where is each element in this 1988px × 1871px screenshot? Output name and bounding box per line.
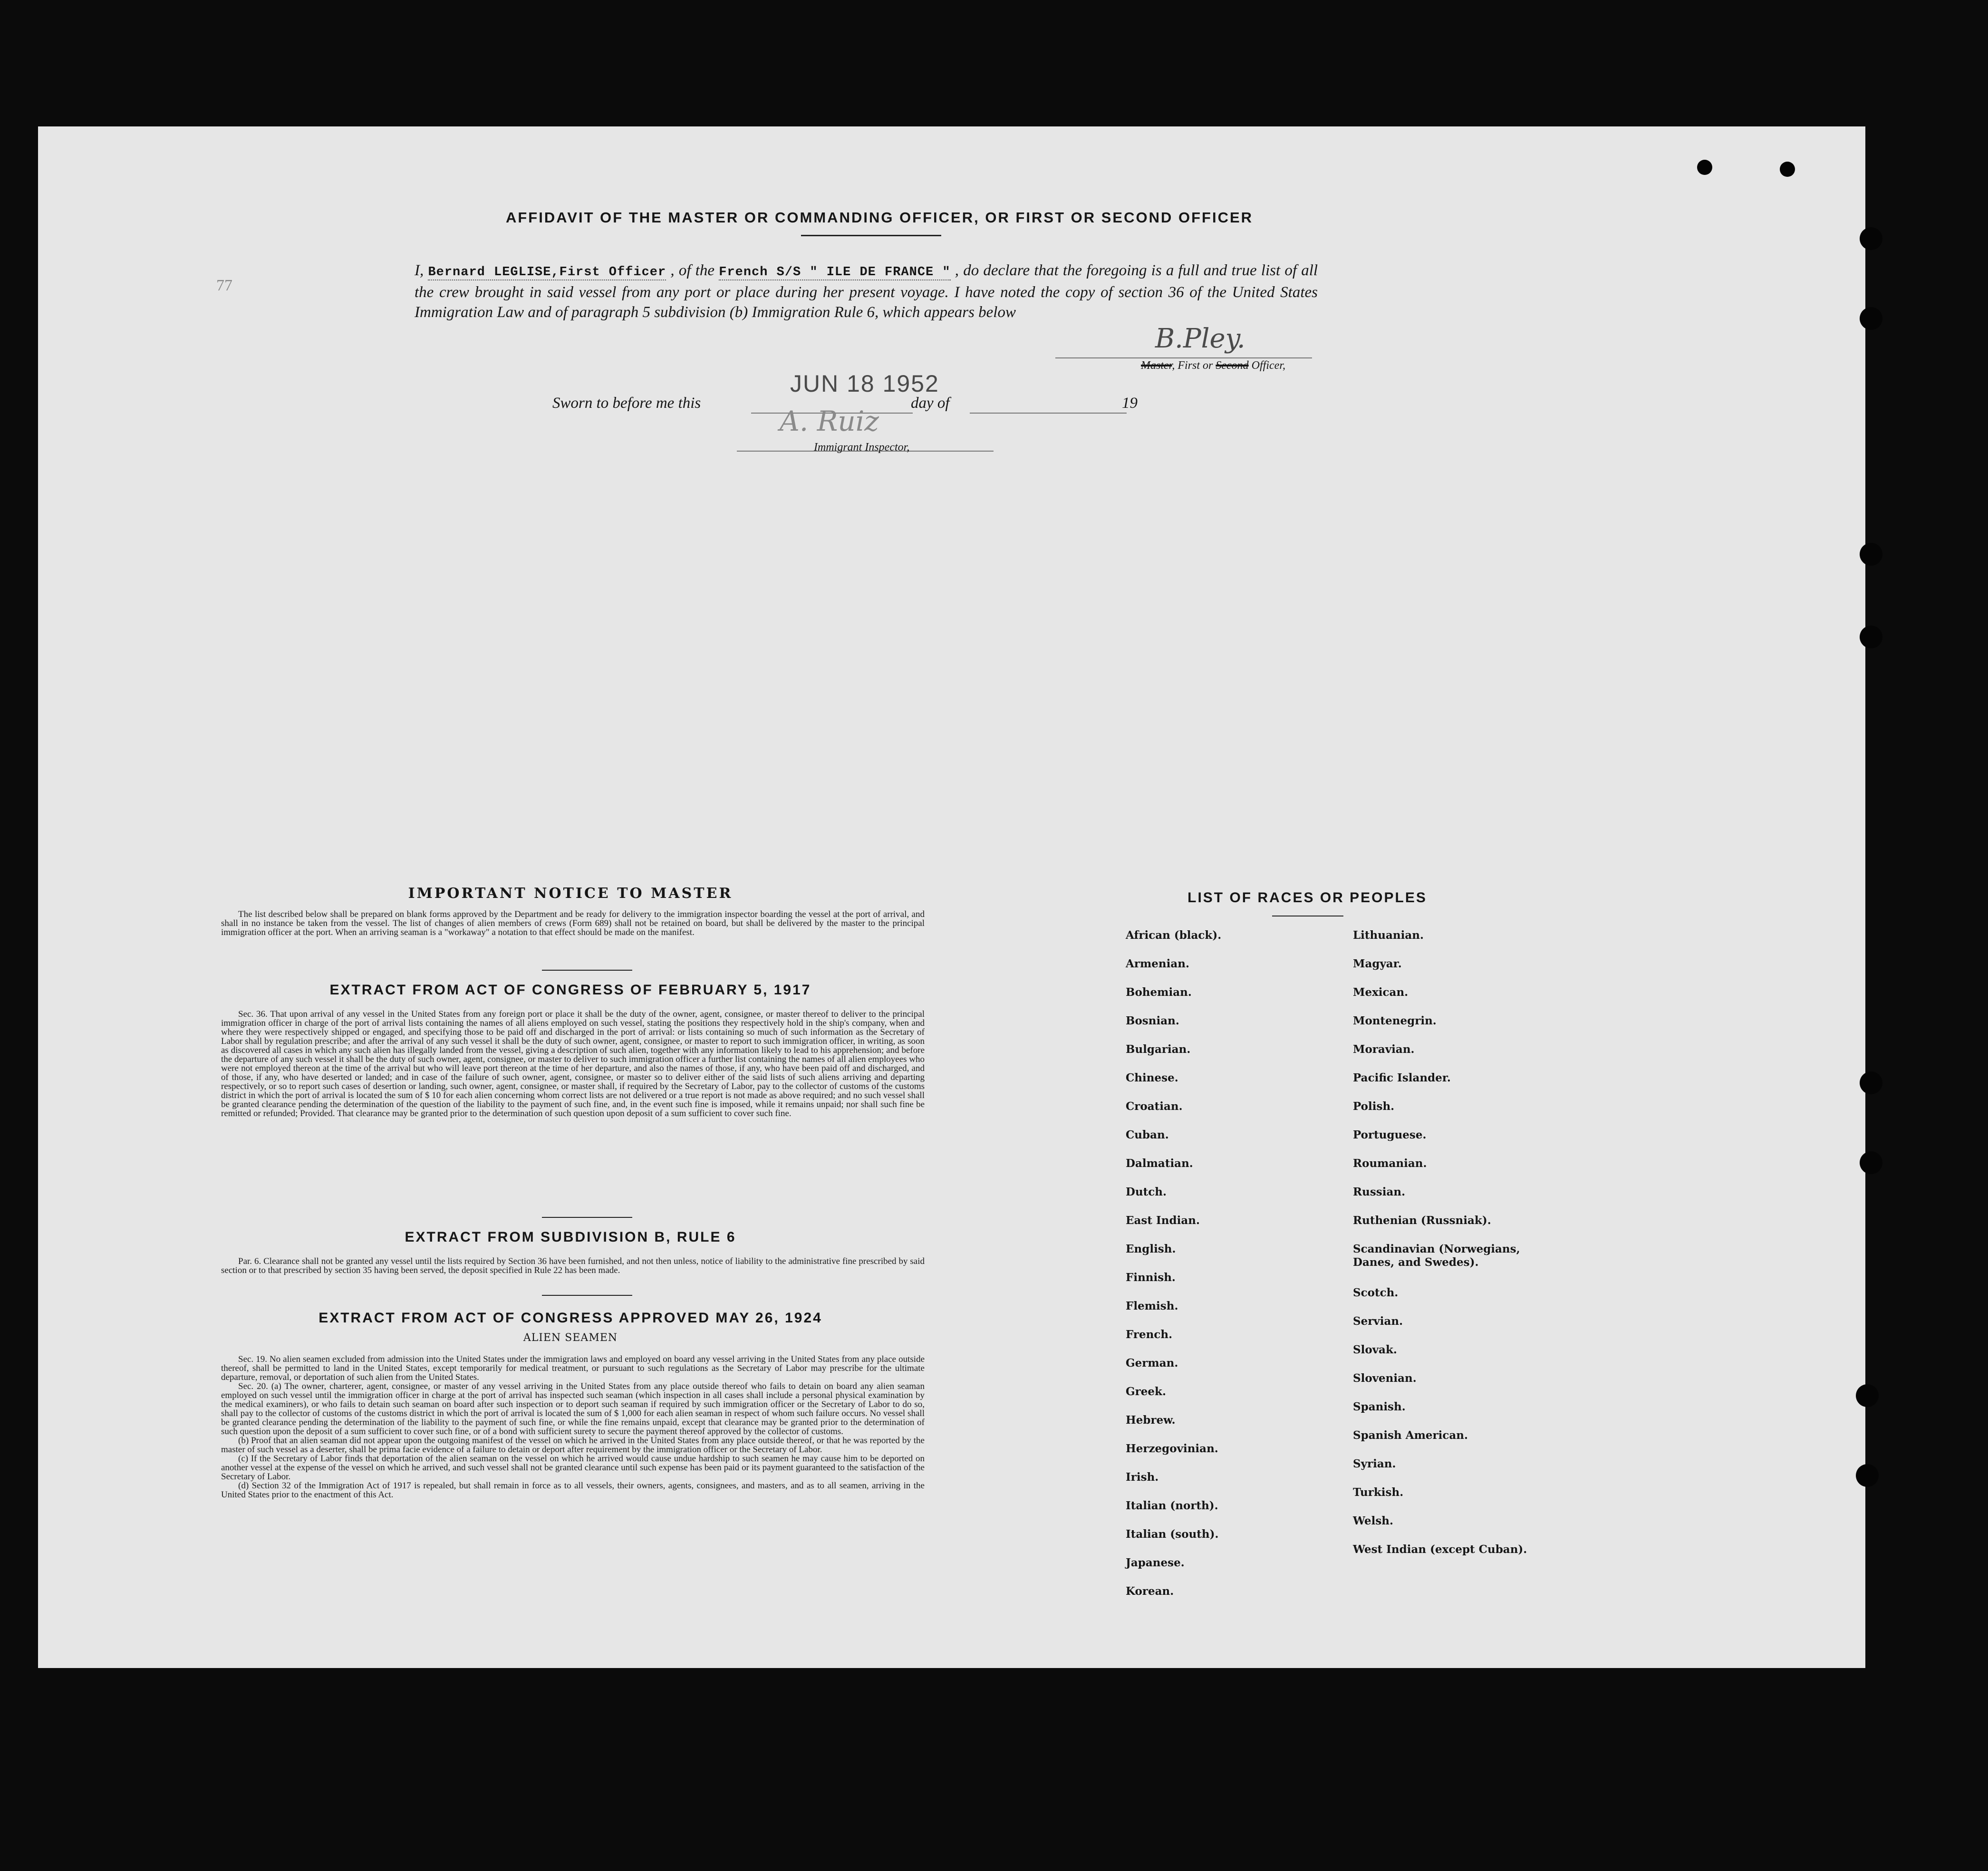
extract-1924-paragraph: Sec. 19. No alien seamen excluded from admission into the United States under the immigration laws and employed on board any vessel arriving in the United States from any place outside thereof, shall be permitted to land in the United States, except temporarily for medical treatment, or pursuant to such regulations as the Secretary of Labor may prescribe for the ultimate departure, removal, or deportation of such alien from the United States. [221, 1354, 925, 1382]
binder-hole-icon [1860, 1151, 1882, 1174]
race-item: Italian (south). [1126, 1528, 1219, 1541]
notice-paragraph: The list described below shall be prepared on blank forms approved by the Department and be ready for delivery to the immigration inspector boarding the vessel at the port of arrival, and shall in no instance be taken from the vessel. The list of changes of alien members of crews (Form 689) shall not be retained on board, but shall be delivered by the master to the principal immigration officer at the port. When an arriving seaman is a "workaway" a notation to that effect should be made on the manifest. [221, 909, 925, 937]
rule6-paragraph: Par. 6. Clearance shall not be granted any vessel until the lists required by Section 36 have been furnished, and not then unless, notice of liability to the administrative fine prescribed by said section or to that prescribed by section 35 having been served, the deposit specified in Rule 22 has been made. [221, 1256, 925, 1275]
race-item: Italian (north). [1126, 1499, 1218, 1512]
race-item: French. [1126, 1328, 1173, 1341]
rule6-title: EXTRACT FROM SUBDIVISION B, RULE 6 [405, 1229, 736, 1245]
race-item: Croatian. [1126, 1100, 1183, 1113]
binder-hole-icon [1860, 227, 1882, 250]
notice-divider [542, 970, 632, 971]
race-item: Flemish. [1126, 1300, 1178, 1312]
race-item: English. [1126, 1243, 1176, 1255]
rule6-divider [542, 1295, 632, 1296]
race-item: Pacific Islander. [1353, 1071, 1451, 1084]
binder-hole-icon [1860, 543, 1882, 566]
race-item: Syrian. [1353, 1457, 1396, 1470]
race-item: Spanish American. [1353, 1429, 1468, 1442]
race-item: Irish. [1126, 1471, 1159, 1484]
extract-1917-divider [542, 1217, 632, 1218]
race-item: West Indian (except Cuban). [1353, 1543, 1527, 1556]
race-item: Magyar. [1353, 957, 1402, 970]
vessel-name: French S/S " ILE DE FRANCE " [719, 265, 951, 280]
race-item: Korean. [1126, 1585, 1174, 1598]
master-signature-line [1055, 357, 1312, 358]
race-item: Armenian. [1126, 957, 1190, 970]
race-item: Scandinavian (Norwegians, Danes, and Swedes). [1353, 1243, 1520, 1269]
day-of-text: day of [911, 395, 950, 412]
extract-1924-paragraph: (d) Section 32 of the Immigration Act of 1917 is repealed, but shall remain in force as to all vessels, their owners, agents, consignees, and masters, and as to all seamen, arriving in the United States prior to the enactment of this Act. [221, 1481, 925, 1500]
race-item: Greek. [1126, 1385, 1166, 1398]
title-underline [801, 235, 941, 236]
race-item: African (black). [1126, 929, 1222, 942]
inspector-signature: A. Ruiz [780, 405, 879, 437]
race-item: Welsh. [1353, 1514, 1394, 1527]
notice-body [221, 910, 925, 937]
punch-mark-icon [1780, 162, 1795, 177]
race-item: German. [1126, 1357, 1178, 1369]
race-item: Hebrew. [1126, 1414, 1176, 1427]
race-item: Servian. [1353, 1315, 1403, 1328]
affidavit-declaration [415, 260, 1318, 322]
i-prefix: I, [415, 262, 424, 279]
races-right-column [1353, 929, 1543, 1572]
binder-hole-icon [1856, 1464, 1879, 1487]
race-item: East Indian. [1126, 1214, 1200, 1227]
race-item: Montenegrin. [1353, 1014, 1437, 1027]
race-item: Slovak. [1353, 1343, 1397, 1356]
officer-struck-master: Master [1141, 359, 1172, 372]
officer-caption-mid: , First or [1172, 359, 1213, 372]
date-stamp: JUN 18 1952 [790, 370, 939, 397]
officer-caption-end: Officer, [1251, 359, 1285, 372]
margin-page-ref: 77 [216, 277, 232, 294]
race-item: Bosnian. [1126, 1014, 1179, 1027]
race-item: Spanish. [1353, 1400, 1406, 1413]
officer-caption [1141, 359, 1285, 372]
extract-1924-paragraph: (b) Proof that an alien seaman did not appear upon the outgoing manifest of the vessel on which he arrived in the United States from any place outside thereof, or that he was reported by the master of such vessel as a deserter, shall be prima facie evidence of a failure to detain or deport after requirement by the immigration officer or the Secretary of Labor. [221, 1436, 925, 1455]
race-item: Japanese. [1126, 1556, 1185, 1569]
declaration-text: , do declare that the foregoing is a full and true list of all the crew brought in said vessel from any port or place during her present voyage. I have noted the copy of section 36 of the United States Immigration Law and of paragraph 5 subdivision (b) Immigration Rule 6, which appears below [415, 262, 1318, 321]
extract-1924-paragraph: (c) If the Secretary of Labor finds that deportation of the alien seaman on the vessel on which he arrived would cause undue hardship to such seamen he may cause him to be deported on another vessel at the expense of the vessel on which he arrived, and such vessel shall not be granted clearance until such expense has been paid or its payment guaranteed to the satisfaction of the Secretary of Labor. [221, 1454, 925, 1482]
race-item: Dutch. [1126, 1186, 1167, 1198]
punch-mark-icon [1697, 160, 1712, 175]
race-item: Polish. [1353, 1100, 1395, 1113]
race-item: Slovenian. [1353, 1372, 1417, 1385]
notice-title: IMPORTANT NOTICE TO MASTER [408, 885, 733, 902]
extract-1917-paragraph: Sec. 36. That upon arrival of any vessel in the United States from any foreign port or place it shall be the duty of the owner, agent, consignee, or master thereof to deliver to the principal immigration officer in charge of the port of arrival lists containing the names of all aliens employed on such vessel, stating the positions they respectively hold in the ship's company, when and where they were respectively shipped or engaged, and specifying those to be paid off and discharged in the port of arrival: or lists containing so much of such information as the Secretary of Labor shall by regulation prescribe; and after the arrival of any such vessel it shall be the duty of such owner, agent, consignee, or master to report to such immigration officer, in writing, as soon as discovered all cases in which any such alien has illegally landed from the vessel, giving a description of such alien, together with any information likely to lead to his apprehension; and before the departure of any such vessel it shall be the duty of such owner, agent, consignee, or master to deliver to such immigration officer a further list containing the names of all alien employees who were not employed thereon at the time of the arrival but who will leave port thereon at the time of her departure, and also the names of those, if any, who have been paid off and discharged, and of those, if any, who have deserted or landed; and in case of the failure of such owner, agent, consignee, or master so to deliver either of the said lists of such aliens arriving and departing respectively, or so to report such cases of desertion or landing, such owner, agent, consignee, or master shall, if required by the Secretary of Labor, pay to the collector of customs of the customs district in which the port of arrival is located the sum of $ 10 for each alien concerning whom correct lists are not delivered or a true report is not made as above required; and no such vessel shall be granted clearance pending the determination of the question of the liability to the payment of such fine, and, in the event such fine is imposed, while it remains unpaid; nor shall such fine be remitted or refunded; Provided. That clearance may be granted prior to the determination of such question upon deposit of a sum sufficient to cover such fine. [221, 1009, 925, 1119]
year-prefix: 19 [1122, 395, 1138, 412]
extract-1924-body [221, 1355, 925, 1499]
master-signature: B.Pley. [1155, 323, 1245, 354]
race-item: Roumanian. [1353, 1157, 1427, 1170]
extract-1917-title: EXTRACT FROM ACT OF CONGRESS OF FEBRUARY 5, 1917 [329, 982, 811, 998]
declarant-name: Bernard LEGLISE,First Officer [428, 265, 666, 280]
rule6-body [221, 1257, 925, 1275]
race-item: Moravian. [1353, 1043, 1415, 1056]
race-item: Portuguese. [1353, 1128, 1427, 1141]
race-item: Lithuanian. [1353, 929, 1424, 942]
extract-1924-subtitle: ALIEN SEAMEN [523, 1332, 618, 1344]
races-left-column [1126, 929, 1221, 1613]
race-item: Russian. [1353, 1186, 1406, 1198]
inspector-caption: Immigrant Inspector, [814, 441, 910, 453]
extract-1924-paragraph: Sec. 20. (a) The owner, charterer, agent, consignee, or master of any vessel arriving in the United States from any place outside thereof who fails to detain on board any alien seaman employed on such vessel until the immigration officer in charge at the port of arrival has inspected such seaman (which inspection in all cases shall include a personal physical examination by the medical examiners), or who fails to detain such seaman on board after such inspection or to deport such seaman if required by such immigration officer or the Secretary of Labor to do so, shall pay to the collector of customs of the customs district in which the port of arrival is located the sum of $ 1,000 for each alien seaman in respect of whom such failure occurs. No vessel shall be granted clearance pending the determination of the liability to the payment of such fine, or while the fine remains unpaid, except that clearance may be granted prior to the determination of such question upon the deposit of a sum sufficient to cover such fine, or of a bond with sufficient surety to secure the payment thereof approved by the collector of customs. [221, 1381, 925, 1437]
race-item: Bulgarian. [1126, 1043, 1191, 1056]
sworn-month-line [970, 413, 1127, 414]
race-item: Bohemian. [1126, 986, 1192, 999]
race-item: Herzegovinian. [1126, 1442, 1218, 1455]
binder-hole-icon [1860, 626, 1882, 648]
binder-hole-icon [1856, 1384, 1879, 1407]
affidavit-title: AFFIDAVIT OF THE MASTER OR COMMANDING OFFICER, OR FIRST OR SECOND OFFICER [505, 209, 1254, 226]
binder-hole-icon [1860, 1071, 1882, 1094]
binder-hole-icon [1860, 307, 1882, 330]
race-item: Ruthenian (Russniak). [1353, 1214, 1491, 1227]
race-item: Finnish. [1126, 1271, 1176, 1284]
extract-1917-body [221, 1010, 925, 1118]
officer-struck-second: Second [1216, 359, 1249, 372]
sworn-text: Sworn to before me this [552, 395, 701, 412]
race-item: Cuban. [1126, 1128, 1169, 1141]
race-item: Scotch. [1353, 1286, 1399, 1299]
of-the-text: , of the [670, 262, 715, 279]
races-title: LIST OF RACES OR PEOPLES [1187, 890, 1427, 906]
race-item: Dalmatian. [1126, 1157, 1193, 1170]
race-item: Chinese. [1126, 1071, 1178, 1084]
race-item: Mexican. [1353, 986, 1409, 999]
extract-1924-title: EXTRACT FROM ACT OF CONGRESS APPROVED MAY 26, 1924 [318, 1310, 822, 1326]
race-item: Turkish. [1353, 1486, 1404, 1499]
